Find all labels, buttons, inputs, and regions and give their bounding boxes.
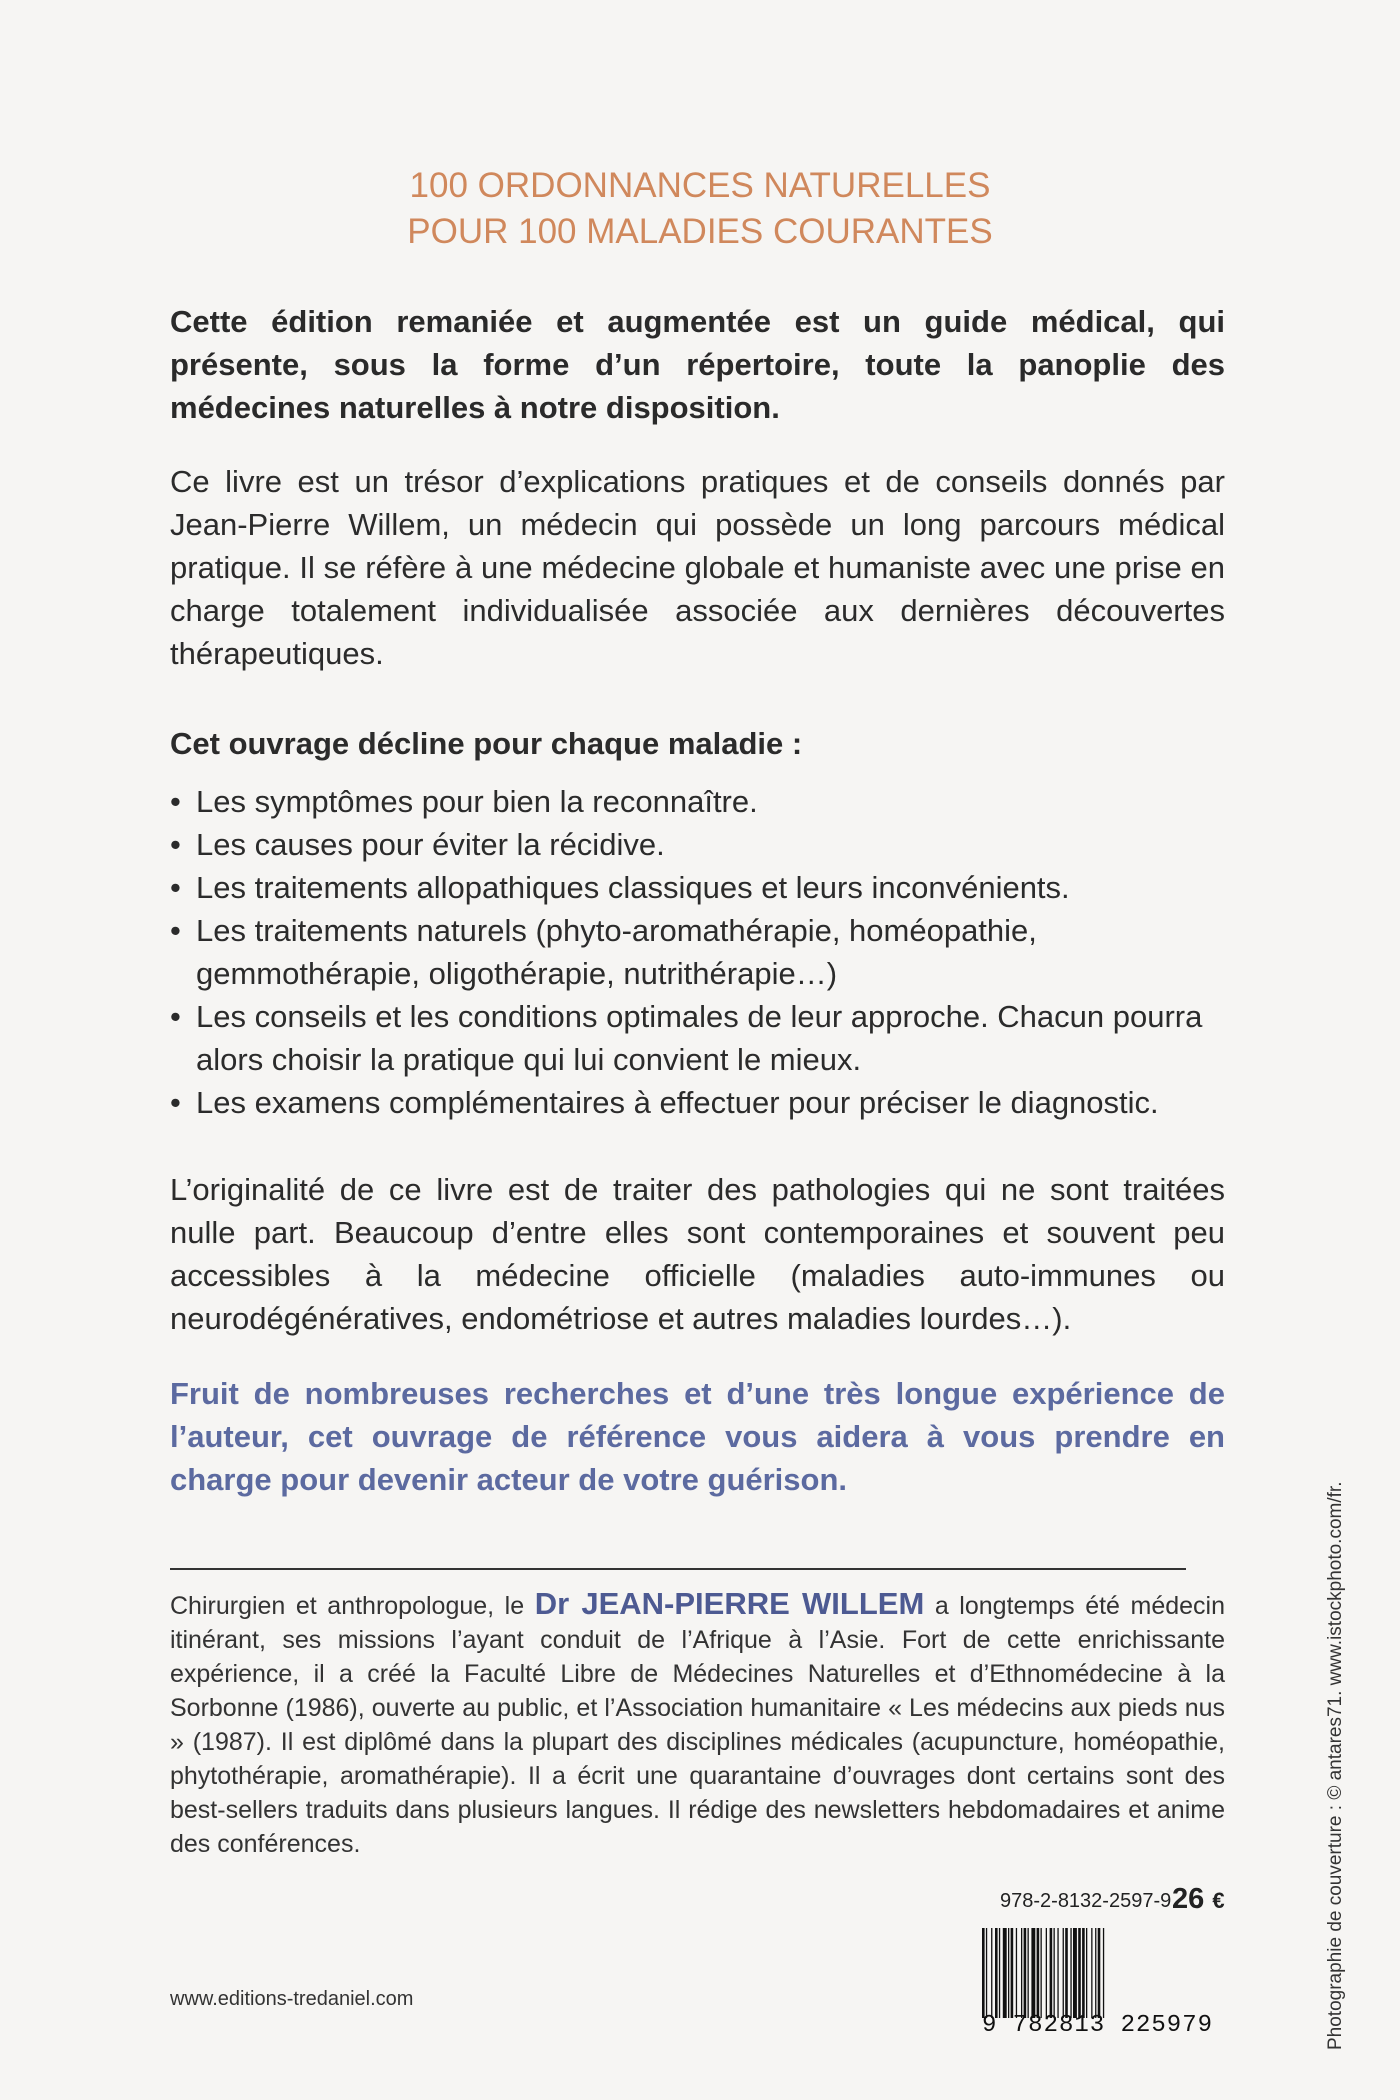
description-text: Ce livre est un trésor d’explications pratiques et de conseils donnés par Jean-Pierre Willem, un médecin qui possède un long parcours médical pratique. Il se réfère à une médecine globale et humaniste avec une prise en charge totalement individualisée associée aux dernières découvertes thérapeutiques. xyxy=(170,464,1225,671)
price-currency: € xyxy=(1212,1888,1225,1913)
author-name: Dr JEAN-PIERRE WILLEM xyxy=(534,1586,925,1621)
closing-paragraph xyxy=(170,1372,1225,1501)
isbn: 978-2-8132-2597-9 xyxy=(1000,1890,1172,1912)
list-item: • Les symptômes pour bien la reconnaître. xyxy=(170,780,1225,823)
originality-paragraph xyxy=(170,1168,1225,1340)
description-paragraph xyxy=(170,460,1225,675)
closing-text: Fruit de nombreuses recherches et d’une très longue expérience de l’auteur, cet ouvrage de référence vous aidera à vous prendre en charge pour devenir acteur de votre guérison. xyxy=(170,1376,1225,1497)
originality-text: L’originalité de ce livre est de traiter des pathologies qui ne sont traitées nulle part. Beaucoup d’entre elles sont contemporaines et souvent peu accessibles à la médecine officielle (maladies auto-immunes ou neurodégénératives, endométriose et autres maladies lourdes…). xyxy=(170,1172,1225,1336)
title-line-2: POUR 100 MALADIES COURANTES xyxy=(407,212,993,251)
list-item: • Les causes pour éviter la récidive. xyxy=(170,823,1225,866)
lead-paragraph xyxy=(170,300,1225,429)
list-item: • Les examens complémentaires à effectuer pour préciser le diagnostic. xyxy=(170,1081,1225,1124)
lead-text: Cette édition remaniée et augmentée est un guide médical, qui présente, sous la forme d’un répertoire, toute la panoplie des médecines naturelles à notre disposition. xyxy=(170,304,1225,425)
publisher-website: www.editions-tredaniel.com xyxy=(170,1988,414,2010)
price xyxy=(1172,1883,1225,1916)
list-item: • Les traitements allopathiques classiques et leurs inconvénients. xyxy=(170,866,1225,909)
feature-list xyxy=(170,780,1225,1124)
bio-body: a longtemps été médecin itinérant, ses missions l’ayant conduit de l’Afrique à l’Asie. Fort de cette enrichissante expérience, il a créé la Faculté Libre de Médecines Naturelles et d’Ethnomédecine à la Sorbonne (1986), ouverte au public, et l’Association humanitaire « Les médecins aux pieds nus » (1987). Il est diplômé dans la plupart des disciplines médicales (acupuncture, homéopathie, phytothérapie, aromathérapie). Il a écrit une quarantaine d’ouvrages dont certains sont des best-sellers traduits dans plusieurs langues. Il rédige des newsletters hebdomadaires et anime des conférences. xyxy=(170,1592,1226,1858)
author-bio xyxy=(170,1587,1225,1861)
photo-credit: Photographie de couverture : © antares71. www.istockphoto.com/fr. xyxy=(1325,1481,1346,2050)
barcode-digits: 9 782813 225979 xyxy=(981,2012,1214,2039)
list-item: • Les conseils et les conditions optimales de leur approche. Chacun pourra alors choisir la pratique qui lui convient le mieux. xyxy=(170,995,1225,1081)
list-item: • Les traitements naturels (phyto-aromathérapie, homéopathie, gemmothérapie, oligothérapie, nutrithérapie…) xyxy=(170,909,1225,995)
title-line-1: 100 ORDONNANCES NATURELLES xyxy=(409,166,991,205)
price-amount: 26 xyxy=(1172,1883,1205,1915)
bio-intro: Chirurgien et anthropologue, le xyxy=(170,1592,535,1620)
book-title xyxy=(170,163,1230,255)
list-heading: Cet ouvrage décline pour chaque maladie : xyxy=(170,726,803,761)
barcode xyxy=(980,1928,1215,2018)
divider xyxy=(170,1568,1186,1570)
